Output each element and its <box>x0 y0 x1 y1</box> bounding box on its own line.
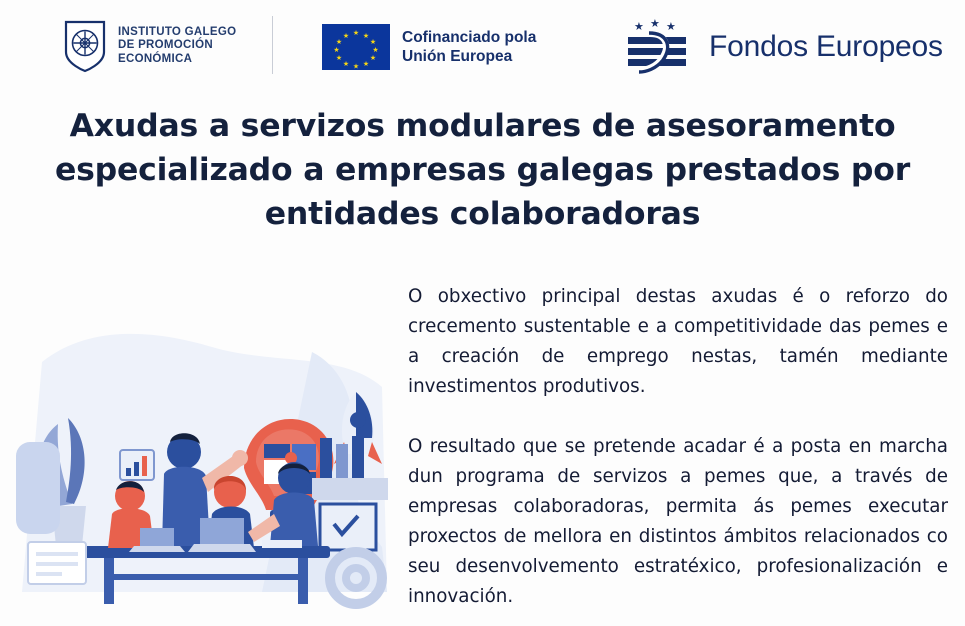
igape-logo-text <box>118 26 236 67</box>
logo-bar <box>0 10 965 88</box>
european-union-flag-icon <box>322 24 390 70</box>
svg-text:★: ★ <box>650 18 660 30</box>
paragraph-1: O obxectivo principal destas axudas é o reforzo do crecemento sustentable e a competitividade das pemes e a creación de emprego nestas, tamén mediante investimentos produtivos. <box>408 286 948 397</box>
xunta-de-galicia-shield-icon <box>62 18 108 74</box>
page-title: Axudas a servizos modulares de asesoramento especializado a empresas galegas prestados por entidades colaboradoras <box>54 108 911 232</box>
svg-text:★: ★ <box>352 29 360 37</box>
svg-text:★: ★ <box>666 20 676 33</box>
igape-line-1: INSTITUTO GALEGO <box>118 25 237 38</box>
fondos-europeos-label: Fondos Europeos <box>709 30 943 63</box>
paragraph-2: O resultado que se pretende acadar é a posta en marcha dun programa de servizos a pemes que, a través de empresas colaboradoras, permita ás pemes executar proxectos de mellora en distintos ámbitos relacionados co seu desenvolvemento estratéxico, profesionalización e innovación. <box>408 436 948 607</box>
svg-text:★: ★ <box>369 38 377 46</box>
svg-text:★: ★ <box>369 54 377 62</box>
eu-cofinancing-logo <box>322 24 536 70</box>
body-text-column <box>408 282 948 612</box>
fondos-europeos-logo-icon <box>620 18 696 76</box>
fondos-europeos-logo <box>620 18 943 76</box>
eu-line-2: Unión Europea <box>402 48 513 65</box>
svg-text:★: ★ <box>333 46 340 54</box>
svg-text:★: ★ <box>362 60 370 68</box>
logo-divider <box>272 16 273 74</box>
igape-line-2: DE PROMOCIÓN <box>118 39 213 52</box>
igape-line-3: ECONÓMICA <box>118 52 193 65</box>
svg-text:★: ★ <box>362 31 370 40</box>
team-collaboration-illustration <box>12 292 397 614</box>
svg-text:★: ★ <box>335 38 343 46</box>
svg-text:★: ★ <box>634 20 644 33</box>
svg-text:★: ★ <box>335 54 343 62</box>
chart-card-shape <box>120 450 154 480</box>
svg-text:★: ★ <box>342 60 350 68</box>
eu-line-1: Cofinanciado pola <box>402 29 537 46</box>
igape-logo <box>62 18 236 74</box>
eu-cofinancing-text <box>402 28 536 66</box>
document-shape <box>28 542 86 584</box>
svg-text:★: ★ <box>352 62 360 70</box>
svg-text:★: ★ <box>342 31 350 40</box>
svg-text:★: ★ <box>372 46 379 54</box>
